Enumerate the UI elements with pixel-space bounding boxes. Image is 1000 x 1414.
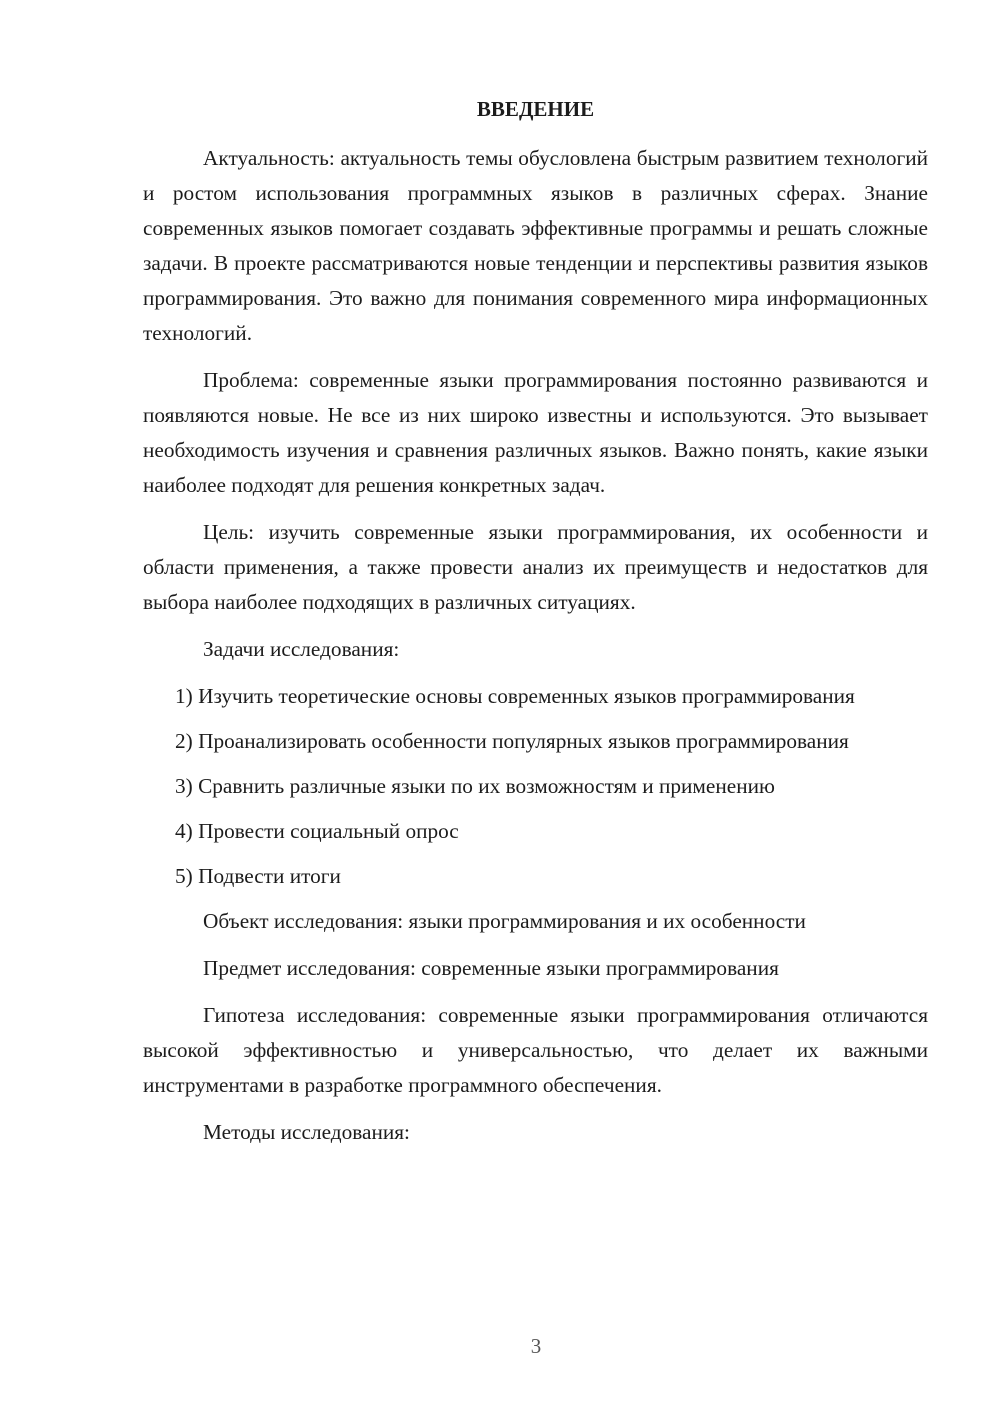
task-item-1: 1) Изучить теоретические основы современных языков программирования xyxy=(175,684,855,708)
task-item-4: 4) Провести социальный опрос xyxy=(175,819,459,843)
page-number: 3 xyxy=(530,1334,542,1358)
task-item-3: 3) Сравнить различные языки по их возможностям и применению xyxy=(175,774,775,798)
relevance-paragraph: Актуальность: актуальность темы обусловлена быстрым развитием технологий и ростом использования программных языков в различных сферах. Знание современных языков помогает создавать эффективные программы и решать сложные задачи. В проекте рассматриваются новые тенденции и перспективы развития языков программирования. Это важно для понимания современного мира информационных технологий. xyxy=(143,146,928,345)
goal-paragraph: Цель: изучить современные языки программирования, их особенности и области применения, а также провести анализ их преимуществ и недостатков для выбора наиболее подходящих в различных ситуациях. xyxy=(143,520,928,614)
tasks-heading: Задачи исследования: xyxy=(203,637,400,661)
hypothesis-paragraph: Гипотеза исследования: современные языки программирования отличаются высокой эффективностью и универсальностью, что делает их важными инструментами в разработке программного обеспечения. xyxy=(143,1003,928,1097)
task-item-5: 5) Подвести итоги xyxy=(175,864,341,888)
problem-paragraph: Проблема: современные языки программирования постоянно развиваются и появляются новые. Не все из них широко известны и используются. Это вызывает необходимость изучения и сравнения различных языков. Важно понять, какие языки наиболее подходят для решения конкретных задач. xyxy=(143,368,928,497)
object-paragraph: Объект исследования: языки программирования и их особенности xyxy=(203,909,806,933)
task-item-2: 2) Проанализировать особенности популярных языков программирования xyxy=(175,729,849,753)
methods-heading: Методы исследования: xyxy=(203,1120,410,1144)
page-title: ВВЕДЕНИЕ xyxy=(476,97,595,121)
document-page xyxy=(143,92,928,1162)
subject-paragraph: Предмет исследования: современные языки программирования xyxy=(203,956,779,980)
